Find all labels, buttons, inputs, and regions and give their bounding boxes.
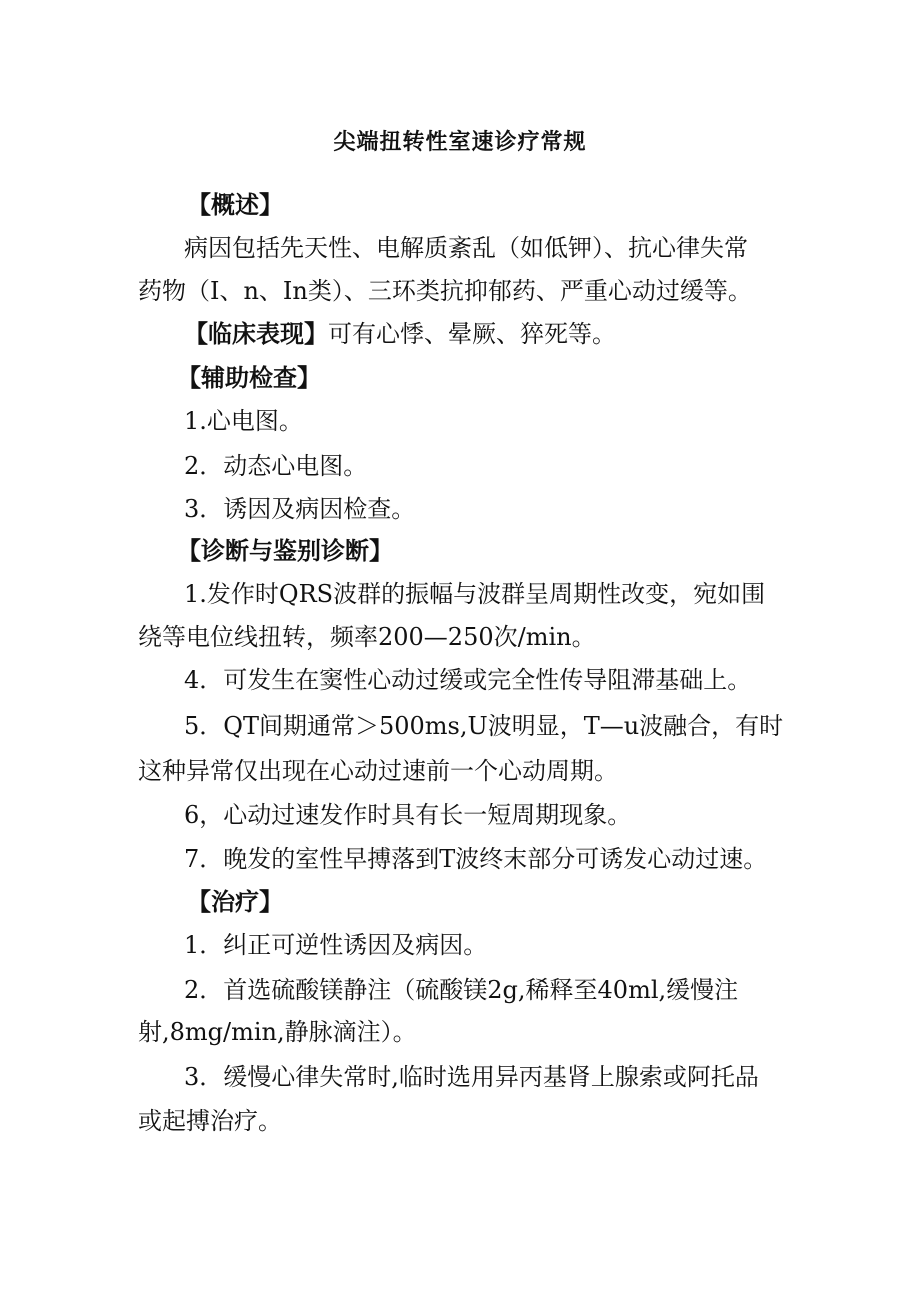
clinical-heading: 【临床表现】 bbox=[184, 320, 328, 348]
treatment-item-3-line-2: 或起搏治疗。 bbox=[138, 1107, 282, 1135]
aux-item-3: 3．诱因及病因检查。 bbox=[184, 495, 416, 523]
document-title: 尖端扭转性室速诊疗常规 bbox=[333, 130, 587, 155]
diagnosis-item-5-line-1: 5．QT间期通常＞500ms,U波明显，T—u波融合，有时 bbox=[184, 712, 784, 740]
aux-item-1: 1.心电图。 bbox=[184, 407, 303, 435]
overview-heading: 【概述】 bbox=[187, 191, 283, 219]
clinical-text: 可有心悸、晕厥、猝死等。 bbox=[328, 320, 616, 348]
diagnosis-item-1-line-1: 1.发作时QRS波群的振幅与波群呈周期性改变，宛如围 bbox=[184, 580, 766, 608]
treatment-item-3-line-1: 3．缓慢心律失常时,临时选用异丙基肾上腺索或阿托品 bbox=[184, 1063, 759, 1091]
overview-line-1: 病因包括先天性、电解质紊乱（如低钾）、抗心律失常 bbox=[184, 234, 748, 262]
diagnosis-item-4: 4．可发生在窦性心动过缓或完全性传导阻滞基础上。 bbox=[184, 666, 752, 694]
treatment-item-1: 1．纠正可逆性诱因及病因。 bbox=[184, 931, 488, 959]
overview-line-2: 药物（I、n、In类）、三环类抗抑郁药、严重心动过缓等。 bbox=[138, 277, 752, 305]
diagnosis-item-7: 7．晚发的室性早搏落到T波终末部分可诱发心动过速。 bbox=[184, 845, 768, 873]
treatment-heading: 【治疗】 bbox=[187, 888, 283, 916]
treatment-item-2-line-2: 射,8mg/min,静脉滴注）。 bbox=[138, 1018, 417, 1046]
diagnosis-heading: 【诊断与鉴别诊断】 bbox=[177, 537, 393, 565]
aux-heading: 【辅助检查】 bbox=[177, 364, 321, 392]
clinical-paragraph bbox=[184, 318, 616, 350]
aux-item-2: 2．动态心电图。 bbox=[184, 452, 368, 480]
diagnosis-item-1-line-2: 绕等电位线扭转，频率200—250次/min。 bbox=[138, 623, 596, 651]
treatment-item-2-line-1: 2．首选硫酸镁静注（硫酸镁2g,稀释至40ml,缓慢注 bbox=[184, 976, 739, 1004]
diagnosis-item-5-line-2: 这种异常仅出现在心动过速前一个心动周期。 bbox=[138, 757, 618, 785]
diagnosis-item-6: 6，心动过速发作时具有长一短周期现象。 bbox=[184, 801, 632, 829]
